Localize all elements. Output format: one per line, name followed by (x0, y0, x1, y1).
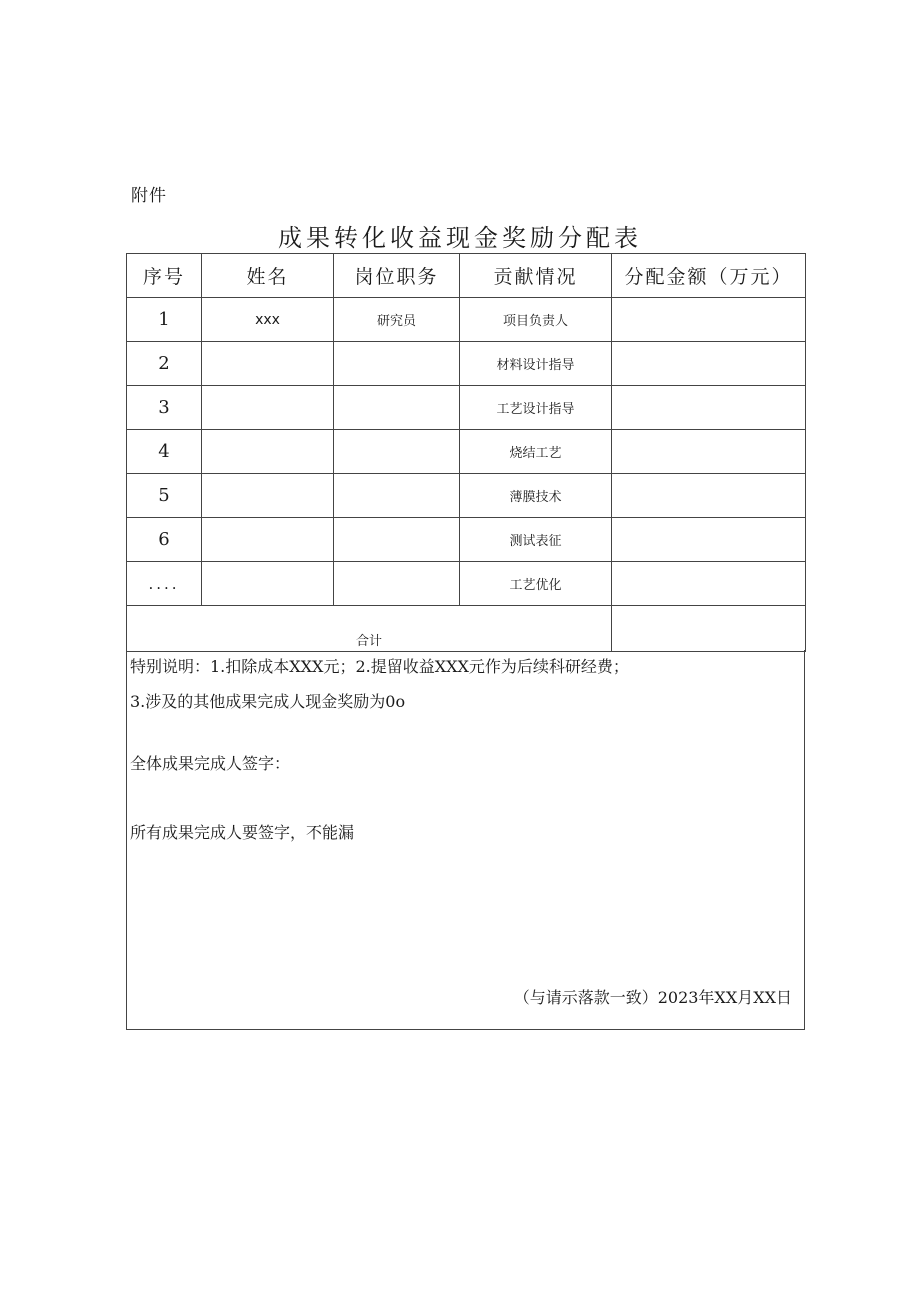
table-row (127, 386, 806, 430)
cell-position (334, 342, 460, 386)
table-row (127, 298, 806, 342)
cell-position (334, 474, 460, 518)
attachment-label: 附件 (131, 186, 167, 206)
header-seq: 序号 (127, 254, 202, 298)
table-row (127, 342, 806, 386)
total-label: 合计 (127, 606, 612, 652)
header-position: 岗位职务 (334, 254, 460, 298)
header-name: 姓名 (202, 254, 334, 298)
cell-seq: 3 (127, 386, 202, 430)
date-line: （与请示落款一致）2023年XX月XX日 (513, 988, 792, 1007)
cell-amount (612, 430, 806, 474)
page-title: 成果转化收益现金奖励分配表 (278, 224, 642, 252)
cell-name: xxx (202, 298, 334, 342)
special-note-line-2: 3.涉及的其他成果完成人现金奖励为0o (130, 692, 406, 711)
total-amount (612, 606, 806, 652)
cell-position (334, 430, 460, 474)
cell-amount (612, 342, 806, 386)
cell-seq: 2 (127, 342, 202, 386)
notes-section (126, 650, 805, 1030)
table-row (127, 562, 806, 606)
special-note-line-1: 特别说明：1.扣除成本XXX元；2.提留收益XXX元作为后续科研经费； (130, 657, 629, 676)
cell-name (202, 430, 334, 474)
cell-seq: 1 (127, 298, 202, 342)
cell-position: 研究员 (334, 298, 460, 342)
cell-name (202, 518, 334, 562)
cell-contribution: 测试表征 (460, 518, 612, 562)
signature-instruction: 所有成果完成人要签字，不能漏 (130, 823, 355, 842)
cell-name (202, 386, 334, 430)
allocation-table (126, 253, 806, 652)
table-row (127, 430, 806, 474)
cell-contribution: 工艺设计指导 (460, 386, 612, 430)
cell-seq: 4 (127, 430, 202, 474)
cell-name (202, 474, 334, 518)
cell-seq: 6 (127, 518, 202, 562)
cell-name (202, 562, 334, 606)
cell-contribution: 材料设计指导 (460, 342, 612, 386)
cell-amount (612, 386, 806, 430)
cell-seq: .... (127, 562, 202, 606)
cell-amount (612, 474, 806, 518)
cell-contribution: 薄膜技术 (460, 474, 612, 518)
cell-amount (612, 518, 806, 562)
cell-contribution: 项目负责人 (460, 298, 612, 342)
cell-contribution: 工艺优化 (460, 562, 612, 606)
cell-position (334, 562, 460, 606)
total-row (127, 606, 806, 652)
header-amount: 分配金额（万元） (612, 254, 806, 298)
table-row (127, 518, 806, 562)
signature-label: 全体成果完成人签字： (130, 754, 291, 773)
cell-name (202, 342, 334, 386)
cell-contribution: 烧结工艺 (460, 430, 612, 474)
cell-position (334, 518, 460, 562)
cell-position (334, 386, 460, 430)
table-header-row (127, 254, 806, 298)
header-contribution: 贡献情况 (460, 254, 612, 298)
table-row (127, 474, 806, 518)
cell-seq: 5 (127, 474, 202, 518)
cell-amount (612, 562, 806, 606)
cell-amount (612, 298, 806, 342)
